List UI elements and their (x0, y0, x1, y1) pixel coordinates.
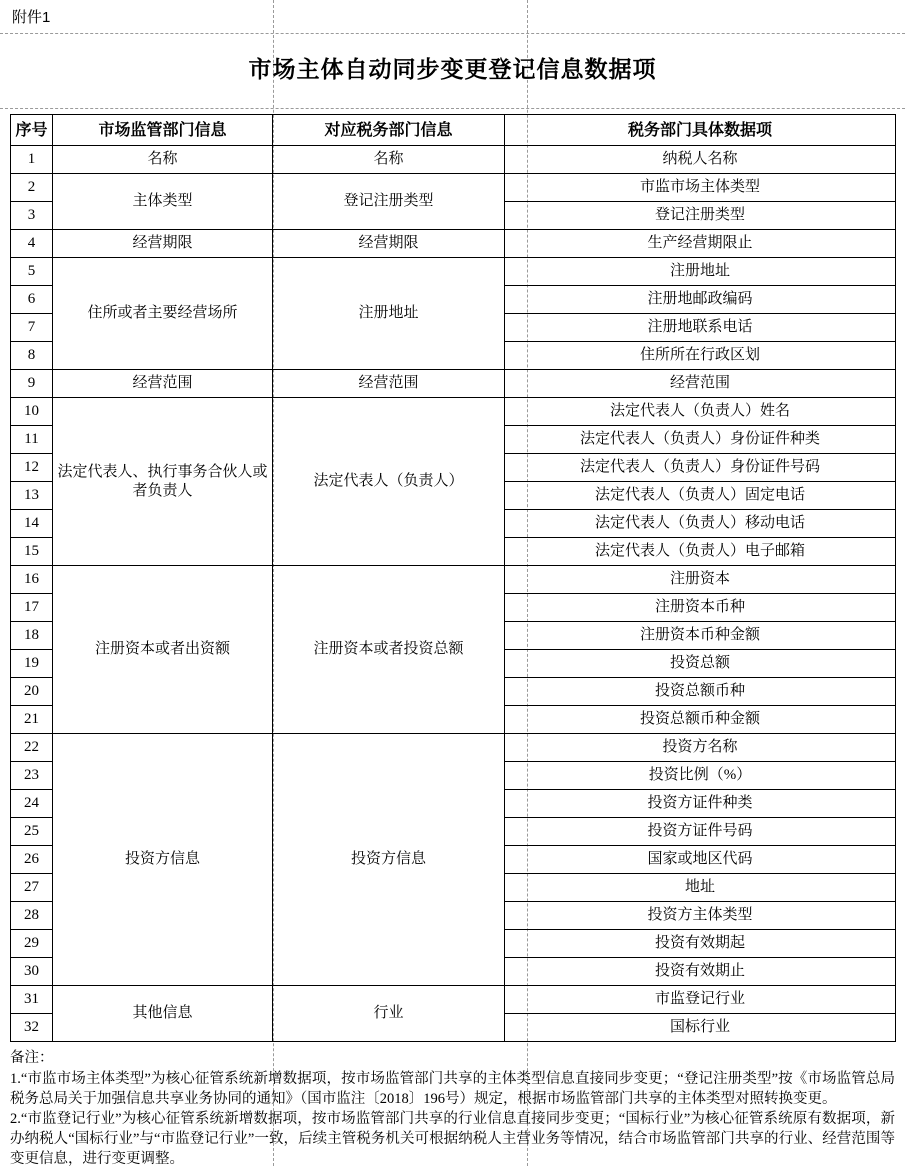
tax-data-item-cell: 注册资本币种金额 (505, 622, 896, 650)
attachment-label: 附件1 (12, 9, 51, 26)
tax-data-item-cell: 投资方主体类型 (505, 902, 896, 930)
row-number-cell: 15 (11, 538, 53, 566)
row-number-cell: 17 (11, 594, 53, 622)
market-regulation-cell: 经营期限 (53, 230, 273, 258)
tax-department-cell: 法定代表人（负责人） (273, 398, 505, 566)
note-item-1: 1.“市监市场主体类型”为核心征管系统新增数据项，按市场监管部门共享的主体类型信息直接同步变更；“登记注册类型”按《市场监管总局 税务总局关于加强信息共享业务协同的通知》（国市监注〔2018〕196号）规定，根据市场监管部门共享的主体类型对照转换变更。 (10, 1071, 895, 1107)
header-cell-no: 序号 (11, 115, 53, 146)
row-number-cell: 32 (11, 1014, 53, 1042)
tax-department-cell: 经营期限 (273, 230, 505, 258)
row-number-cell: 24 (11, 790, 53, 818)
row-number-cell: 13 (11, 482, 53, 510)
tax-data-item-cell: 注册地邮政编码 (505, 286, 896, 314)
row-number-cell: 20 (11, 678, 53, 706)
tax-department-cell: 经营范围 (273, 370, 505, 398)
market-regulation-cell: 住所或者主要经营场所 (53, 258, 273, 370)
row-number-cell: 25 (11, 818, 53, 846)
market-regulation-cell: 其他信息 (53, 986, 273, 1042)
note-item-2: 2.“市监登记行业”为核心征管系统新增数据项，按市场监管部门共享的行业信息直接同步变更；“国标行业”为核心征管系统原有数据项，新办纳税人“国标行业”与“市监登记行业”一致，后续主管税务机关可根据纳税人主营业务等情况，结合市场监管部门共享的行业、经营范围等变更信息，进行变更调整。 (10, 1111, 895, 1167)
row-number-cell: 14 (11, 510, 53, 538)
page-title: 市场主体自动同步变更登记信息数据项 (248, 57, 657, 82)
tax-data-item-cell: 法定代表人（负责人）固定电话 (505, 482, 896, 510)
row-number-cell: 30 (11, 958, 53, 986)
tax-department-cell: 名称 (273, 146, 505, 174)
row-number-cell: 1 (11, 146, 53, 174)
notes-section (10, 1048, 895, 1169)
table-row (11, 230, 896, 258)
tax-data-item-cell: 法定代表人（负责人）身份证件号码 (505, 454, 896, 482)
tax-data-item-cell: 市监市场主体类型 (505, 174, 896, 202)
row-number-cell: 5 (11, 258, 53, 286)
row-number-cell: 23 (11, 762, 53, 790)
tax-data-item-cell: 投资有效期起 (505, 930, 896, 958)
header-cell-market-regulation: 市场监管部门信息 (53, 115, 273, 146)
tax-data-item-cell: 市监登记行业 (505, 986, 896, 1014)
table-row (11, 734, 896, 762)
market-regulation-cell: 法定代表人、执行事务合伙人或者负责人 (53, 398, 273, 566)
tax-data-item-cell: 登记注册类型 (505, 202, 896, 230)
row-number-cell: 8 (11, 342, 53, 370)
tax-data-item-cell: 投资总额币种 (505, 678, 896, 706)
table-row (11, 566, 896, 594)
tax-data-item-cell: 注册资本 (505, 566, 896, 594)
header-cell-tax-department: 对应税务部门信息 (273, 115, 505, 146)
tax-data-item-cell: 投资总额 (505, 650, 896, 678)
notes-title: 备注： (10, 1050, 54, 1066)
tax-data-item-cell: 地址 (505, 874, 896, 902)
table-row (11, 258, 896, 286)
tax-data-item-cell: 投资方名称 (505, 734, 896, 762)
tax-department-cell: 注册资本或者投资总额 (273, 566, 505, 734)
market-regulation-cell: 名称 (53, 146, 273, 174)
table-header-row (11, 115, 896, 146)
tax-data-item-cell: 投资方证件种类 (505, 790, 896, 818)
row-number-cell: 9 (11, 370, 53, 398)
market-regulation-cell: 经营范围 (53, 370, 273, 398)
table-row (11, 146, 896, 174)
row-number-cell: 29 (11, 930, 53, 958)
tax-data-item-cell: 住所所在行政区划 (505, 342, 896, 370)
market-regulation-cell: 主体类型 (53, 174, 273, 230)
row-number-cell: 21 (11, 706, 53, 734)
row-number-cell: 27 (11, 874, 53, 902)
row-number-cell: 22 (11, 734, 53, 762)
table-row (11, 398, 896, 426)
data-items-table (10, 114, 896, 1042)
tax-data-item-cell: 注册地联系电话 (505, 314, 896, 342)
header-cell-tax-data-items: 税务部门具体数据项 (505, 115, 896, 146)
tax-data-item-cell: 法定代表人（负责人）电子邮箱 (505, 538, 896, 566)
row-number-cell: 12 (11, 454, 53, 482)
row-number-cell: 19 (11, 650, 53, 678)
tax-data-item-cell: 国家或地区代码 (505, 846, 896, 874)
tax-department-cell: 登记注册类型 (273, 174, 505, 230)
tax-data-item-cell: 投资有效期止 (505, 958, 896, 986)
market-regulation-cell: 注册资本或者出资额 (53, 566, 273, 734)
market-regulation-cell: 投资方信息 (53, 734, 273, 986)
tax-data-item-cell: 投资比例（%） (505, 762, 896, 790)
row-number-cell: 10 (11, 398, 53, 426)
tax-department-cell: 投资方信息 (273, 734, 505, 986)
row-number-cell: 2 (11, 174, 53, 202)
row-number-cell: 26 (11, 846, 53, 874)
tax-data-item-cell: 经营范围 (505, 370, 896, 398)
tax-data-item-cell: 生产经营期限止 (505, 230, 896, 258)
row-number-cell: 7 (11, 314, 53, 342)
tax-department-cell: 注册地址 (273, 258, 505, 370)
tax-data-item-cell: 纳税人名称 (505, 146, 896, 174)
row-number-cell: 18 (11, 622, 53, 650)
table-row (11, 174, 896, 202)
tax-data-item-cell: 法定代表人（负责人）姓名 (505, 398, 896, 426)
tax-data-item-cell: 国标行业 (505, 1014, 896, 1042)
row-number-cell: 4 (11, 230, 53, 258)
row-number-cell: 31 (11, 986, 53, 1014)
tax-data-item-cell: 法定代表人（负责人）移动电话 (505, 510, 896, 538)
row-number-cell: 16 (11, 566, 53, 594)
row-number-cell: 11 (11, 426, 53, 454)
tax-data-item-cell: 注册地址 (505, 258, 896, 286)
tax-data-item-cell: 注册资本币种 (505, 594, 896, 622)
row-number-cell: 6 (11, 286, 53, 314)
tax-data-item-cell: 法定代表人（负责人）身份证件种类 (505, 426, 896, 454)
tax-data-item-cell: 投资总额币种金额 (505, 706, 896, 734)
table-row (11, 370, 896, 398)
row-number-cell: 28 (11, 902, 53, 930)
tax-data-item-cell: 投资方证件号码 (505, 818, 896, 846)
table-row (11, 986, 896, 1014)
tax-department-cell: 行业 (273, 986, 505, 1042)
row-number-cell: 3 (11, 202, 53, 230)
